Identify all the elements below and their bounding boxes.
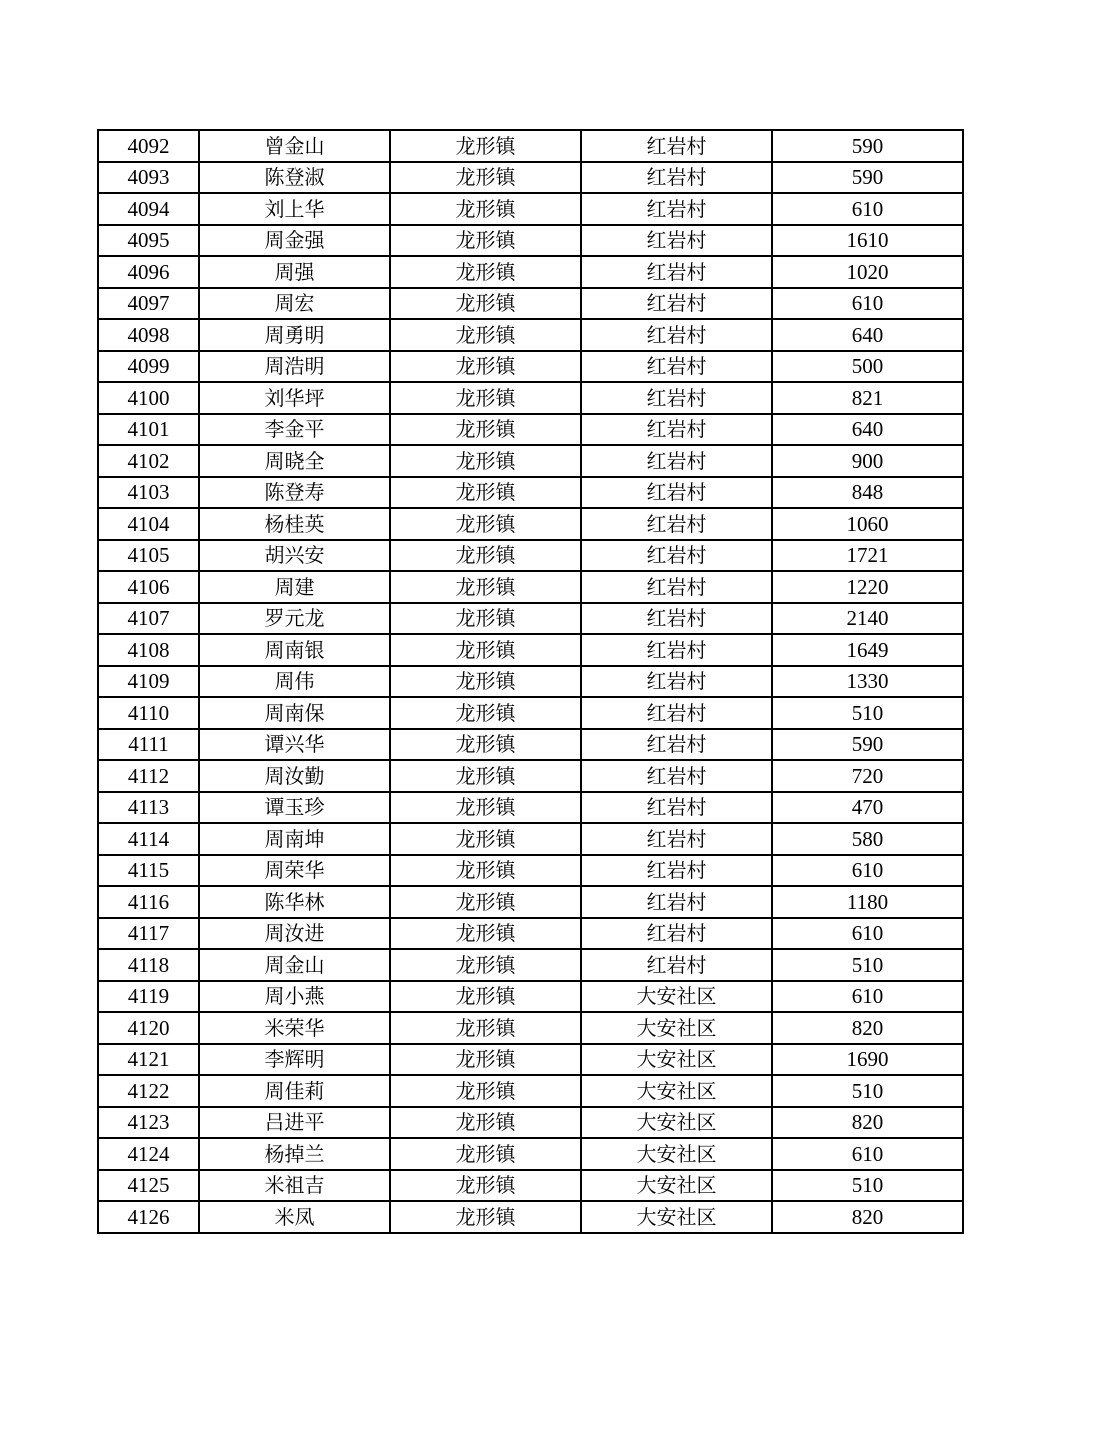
cell-village: 红岩村 [581, 414, 772, 446]
cell-village: 红岩村 [581, 225, 772, 257]
cell-name: 周佳莉 [199, 1075, 390, 1107]
cell-town: 龙形镇 [390, 634, 581, 666]
table-row [98, 886, 963, 918]
cell-id: 4125 [98, 1170, 199, 1202]
cell-amount: 510 [772, 1170, 963, 1202]
cell-amount: 640 [772, 319, 963, 351]
table-row [98, 634, 963, 666]
cell-name: 陈华林 [199, 886, 390, 918]
cell-town: 龙形镇 [390, 1138, 581, 1170]
table-row [98, 823, 963, 855]
cell-town: 龙形镇 [390, 162, 581, 194]
cell-id: 4117 [98, 918, 199, 950]
cell-amount: 640 [772, 414, 963, 446]
cell-town: 龙形镇 [390, 288, 581, 320]
cell-id: 4094 [98, 193, 199, 225]
cell-town: 龙形镇 [390, 949, 581, 981]
roster-table-body [98, 130, 963, 1233]
cell-village: 红岩村 [581, 729, 772, 761]
table-row [98, 445, 963, 477]
table-row [98, 162, 963, 194]
table-row [98, 571, 963, 603]
cell-town: 龙形镇 [390, 666, 581, 698]
cell-town: 龙形镇 [390, 1012, 581, 1044]
cell-id: 4122 [98, 1075, 199, 1107]
cell-town: 龙形镇 [390, 130, 581, 162]
cell-name: 周汝进 [199, 918, 390, 950]
cell-id: 4119 [98, 981, 199, 1013]
cell-id: 4108 [98, 634, 199, 666]
cell-name: 周勇明 [199, 319, 390, 351]
cell-village: 大安社区 [581, 981, 772, 1013]
cell-name: 罗元龙 [199, 603, 390, 635]
table-row [98, 1012, 963, 1044]
table-row [98, 981, 963, 1013]
table-row [98, 1075, 963, 1107]
cell-amount: 848 [772, 477, 963, 509]
cell-amount: 610 [772, 918, 963, 950]
cell-village: 红岩村 [581, 571, 772, 603]
cell-id: 4115 [98, 855, 199, 887]
cell-village: 红岩村 [581, 792, 772, 824]
table-row [98, 414, 963, 446]
cell-village: 红岩村 [581, 256, 772, 288]
cell-amount: 1721 [772, 540, 963, 572]
cell-name: 周小燕 [199, 981, 390, 1013]
cell-id: 4120 [98, 1012, 199, 1044]
cell-id: 4109 [98, 666, 199, 698]
cell-town: 龙形镇 [390, 729, 581, 761]
cell-town: 龙形镇 [390, 918, 581, 950]
cell-village: 红岩村 [581, 351, 772, 383]
table-row [98, 949, 963, 981]
cell-village: 红岩村 [581, 193, 772, 225]
table-row [98, 603, 963, 635]
cell-name: 周晓全 [199, 445, 390, 477]
cell-village: 红岩村 [581, 540, 772, 572]
table-row [98, 382, 963, 414]
cell-amount: 820 [772, 1107, 963, 1139]
cell-village: 红岩村 [581, 319, 772, 351]
cell-town: 龙形镇 [390, 1201, 581, 1233]
cell-village: 红岩村 [581, 760, 772, 792]
cell-village: 红岩村 [581, 508, 772, 540]
cell-amount: 590 [772, 162, 963, 194]
cell-id: 4101 [98, 414, 199, 446]
table-row [98, 351, 963, 383]
cell-name: 周建 [199, 571, 390, 603]
cell-town: 龙形镇 [390, 792, 581, 824]
table-row [98, 760, 963, 792]
cell-id: 4096 [98, 256, 199, 288]
cell-town: 龙形镇 [390, 886, 581, 918]
cell-village: 红岩村 [581, 823, 772, 855]
table-row [98, 319, 963, 351]
cell-village: 红岩村 [581, 666, 772, 698]
cell-name: 曾金山 [199, 130, 390, 162]
cell-amount: 580 [772, 823, 963, 855]
cell-amount: 610 [772, 1138, 963, 1170]
cell-id: 4111 [98, 729, 199, 761]
cell-name: 米凤 [199, 1201, 390, 1233]
cell-village: 大安社区 [581, 1107, 772, 1139]
cell-village: 红岩村 [581, 130, 772, 162]
cell-id: 4100 [98, 382, 199, 414]
cell-amount: 510 [772, 697, 963, 729]
roster-table [97, 129, 964, 1234]
cell-id: 4102 [98, 445, 199, 477]
cell-name: 吕进平 [199, 1107, 390, 1139]
table-row [98, 508, 963, 540]
cell-town: 龙形镇 [390, 697, 581, 729]
cell-id: 4110 [98, 697, 199, 729]
cell-name: 谭兴华 [199, 729, 390, 761]
cell-id: 4113 [98, 792, 199, 824]
cell-name: 刘华坪 [199, 382, 390, 414]
cell-amount: 1330 [772, 666, 963, 698]
cell-town: 龙形镇 [390, 382, 581, 414]
cell-name: 周南银 [199, 634, 390, 666]
cell-town: 龙形镇 [390, 477, 581, 509]
table-row [98, 130, 963, 162]
cell-id: 4095 [98, 225, 199, 257]
cell-name: 陈登淑 [199, 162, 390, 194]
cell-name: 周强 [199, 256, 390, 288]
cell-name: 周伟 [199, 666, 390, 698]
cell-village: 大安社区 [581, 1170, 772, 1202]
cell-id: 4114 [98, 823, 199, 855]
cell-town: 龙形镇 [390, 571, 581, 603]
cell-village: 大安社区 [581, 1138, 772, 1170]
table-row [98, 697, 963, 729]
cell-id: 4093 [98, 162, 199, 194]
cell-town: 龙形镇 [390, 508, 581, 540]
cell-town: 龙形镇 [390, 823, 581, 855]
cell-name: 米祖吉 [199, 1170, 390, 1202]
table-row [98, 792, 963, 824]
cell-town: 龙形镇 [390, 1170, 581, 1202]
cell-name: 刘上华 [199, 193, 390, 225]
cell-id: 4112 [98, 760, 199, 792]
table-row [98, 729, 963, 761]
cell-amount: 1690 [772, 1044, 963, 1076]
cell-town: 龙形镇 [390, 319, 581, 351]
cell-town: 龙形镇 [390, 1075, 581, 1107]
cell-town: 龙形镇 [390, 1044, 581, 1076]
cell-id: 4124 [98, 1138, 199, 1170]
cell-town: 龙形镇 [390, 603, 581, 635]
table-row [98, 666, 963, 698]
cell-amount: 821 [772, 382, 963, 414]
cell-name: 周荣华 [199, 855, 390, 887]
cell-id: 4121 [98, 1044, 199, 1076]
cell-amount: 820 [772, 1201, 963, 1233]
cell-name: 周南坤 [199, 823, 390, 855]
cell-village: 红岩村 [581, 855, 772, 887]
cell-name: 周金强 [199, 225, 390, 257]
cell-id: 4105 [98, 540, 199, 572]
cell-amount: 720 [772, 760, 963, 792]
table-row [98, 1201, 963, 1233]
cell-amount: 1220 [772, 571, 963, 603]
table-row [98, 477, 963, 509]
table-row [98, 288, 963, 320]
cell-town: 龙形镇 [390, 540, 581, 572]
cell-village: 红岩村 [581, 477, 772, 509]
table-row [98, 855, 963, 887]
cell-town: 龙形镇 [390, 855, 581, 887]
cell-village: 红岩村 [581, 162, 772, 194]
cell-town: 龙形镇 [390, 981, 581, 1013]
cell-name: 杨掉兰 [199, 1138, 390, 1170]
cell-name: 周南保 [199, 697, 390, 729]
cell-id: 4123 [98, 1107, 199, 1139]
cell-id: 4097 [98, 288, 199, 320]
cell-id: 4106 [98, 571, 199, 603]
table-row [98, 540, 963, 572]
cell-village: 红岩村 [581, 697, 772, 729]
cell-name: 周宏 [199, 288, 390, 320]
cell-town: 龙形镇 [390, 760, 581, 792]
cell-id: 4098 [98, 319, 199, 351]
cell-name: 李金平 [199, 414, 390, 446]
cell-village: 红岩村 [581, 918, 772, 950]
cell-amount: 1649 [772, 634, 963, 666]
table-row [98, 256, 963, 288]
cell-amount: 1180 [772, 886, 963, 918]
cell-town: 龙形镇 [390, 445, 581, 477]
table-row [98, 1138, 963, 1170]
cell-village: 大安社区 [581, 1075, 772, 1107]
cell-id: 4126 [98, 1201, 199, 1233]
cell-village: 大安社区 [581, 1044, 772, 1076]
cell-village: 红岩村 [581, 949, 772, 981]
cell-name: 米荣华 [199, 1012, 390, 1044]
cell-amount: 900 [772, 445, 963, 477]
cell-village: 红岩村 [581, 886, 772, 918]
cell-amount: 610 [772, 855, 963, 887]
cell-name: 谭玉珍 [199, 792, 390, 824]
cell-town: 龙形镇 [390, 1107, 581, 1139]
table-row [98, 1044, 963, 1076]
cell-village: 大安社区 [581, 1012, 772, 1044]
cell-name: 杨桂英 [199, 508, 390, 540]
cell-amount: 510 [772, 1075, 963, 1107]
cell-name: 周金山 [199, 949, 390, 981]
cell-id: 4118 [98, 949, 199, 981]
cell-amount: 820 [772, 1012, 963, 1044]
table-row [98, 225, 963, 257]
cell-village: 红岩村 [581, 288, 772, 320]
cell-amount: 610 [772, 981, 963, 1013]
table-row [98, 1170, 963, 1202]
cell-amount: 1610 [772, 225, 963, 257]
cell-town: 龙形镇 [390, 225, 581, 257]
cell-village: 红岩村 [581, 634, 772, 666]
cell-village: 大安社区 [581, 1201, 772, 1233]
cell-amount: 610 [772, 288, 963, 320]
cell-town: 龙形镇 [390, 256, 581, 288]
cell-village: 红岩村 [581, 382, 772, 414]
cell-amount: 2140 [772, 603, 963, 635]
cell-name: 李辉明 [199, 1044, 390, 1076]
cell-town: 龙形镇 [390, 351, 581, 383]
cell-amount: 470 [772, 792, 963, 824]
cell-village: 红岩村 [581, 603, 772, 635]
cell-amount: 610 [772, 193, 963, 225]
cell-amount: 590 [772, 130, 963, 162]
cell-town: 龙形镇 [390, 193, 581, 225]
cell-amount: 1060 [772, 508, 963, 540]
table-row [98, 1107, 963, 1139]
cell-id: 4116 [98, 886, 199, 918]
table-row [98, 193, 963, 225]
cell-amount: 590 [772, 729, 963, 761]
cell-amount: 510 [772, 949, 963, 981]
cell-id: 4099 [98, 351, 199, 383]
cell-id: 4107 [98, 603, 199, 635]
cell-amount: 500 [772, 351, 963, 383]
cell-amount: 1020 [772, 256, 963, 288]
cell-name: 陈登寿 [199, 477, 390, 509]
cell-id: 4092 [98, 130, 199, 162]
table-row [98, 918, 963, 950]
cell-name: 胡兴安 [199, 540, 390, 572]
cell-village: 红岩村 [581, 445, 772, 477]
cell-id: 4104 [98, 508, 199, 540]
cell-name: 周汝勤 [199, 760, 390, 792]
cell-name: 周浩明 [199, 351, 390, 383]
cell-town: 龙形镇 [390, 414, 581, 446]
cell-id: 4103 [98, 477, 199, 509]
